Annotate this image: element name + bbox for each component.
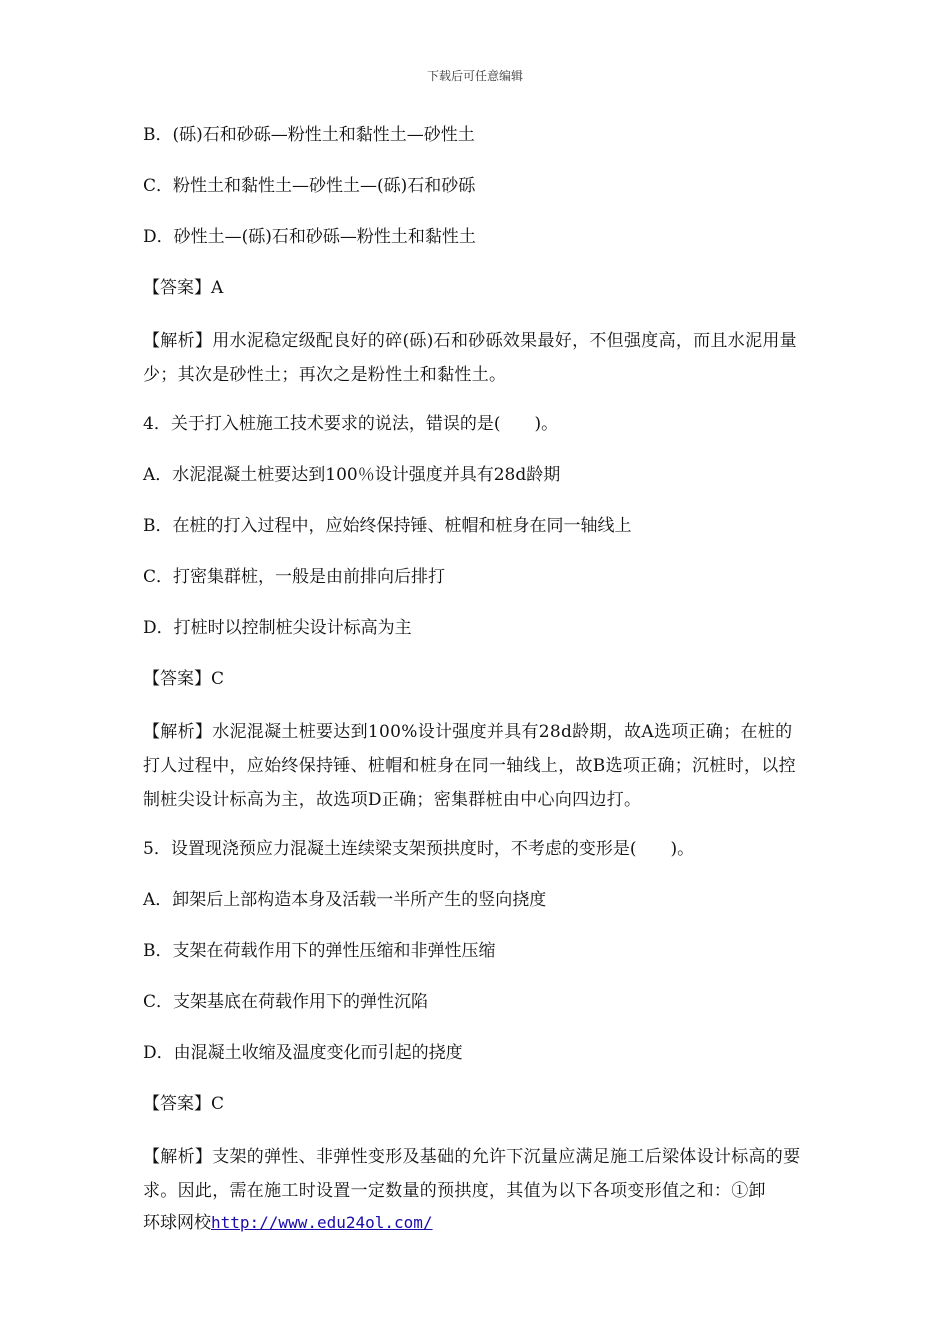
option-q4-b: B．在桩的打入过程中，应始终保持锤、桩帽和桩身在同一轴线上 (143, 516, 632, 536)
explanation-q5: 【解析】支架的弹性、非弹性变形及基础的允许下沉量应满足施工后梁体设计标高的要求。因此，需在施工时设置一定数量的预拱度，其值为以下各项变形值之和：①卸 (143, 1147, 801, 1201)
option-q3-d: D．砂性土—(砾)石和砂砾—粉性土和黏性土 (143, 227, 476, 247)
answer-q5: 【答案】C (143, 1094, 225, 1114)
option-q5-c: C．支架基底在荷载作用下的弹性沉陷 (143, 992, 429, 1012)
answer-q3: 【答案】A (143, 278, 224, 298)
option-q5-a: A．卸架后上部构造本身及活载一半所产生的竖向挠度 (143, 890, 547, 910)
explanation-q4: 【解析】水泥混凝土桩要达到100%设计强度并具有28d龄期，故A选项正确；在桩的打人过程中，应始终保持锤、桩帽和桩身在同一轴线上，故B选项正确；沉桩时，以控制桩尖设计标高为主，故选项D正确；密集群桩由中心向四边打。 (143, 722, 796, 810)
answer-q4: 【答案】C (143, 669, 225, 689)
explanation-q3: 【解析】用水泥稳定级配良好的碎(砾)石和砂砾效果最好，不但强度高，而且水泥用量少；其次是砂性土；再次之是粉性土和黏性土。 (143, 331, 797, 385)
page-header: 下载后可任意编辑 (426, 69, 523, 83)
option-q5-b: B．支架在荷载作用下的弹性压缩和非弹性压缩 (143, 941, 496, 961)
page-footer (143, 1208, 807, 1238)
option-q3-b: B．(砾)石和砂砾—粉性土和黏性土—砂性土 (143, 125, 475, 145)
question-4: 4．关于打入桩施工技术要求的说法，错误的是( )。 (143, 414, 559, 434)
option-q4-c: C．打密集群桩，一般是由前排向后排打 (143, 567, 446, 587)
document-body (143, 120, 807, 1238)
option-q3-c: C．粉性土和黏性土—砂性土—(砾)石和砂砾 (143, 176, 476, 196)
footer-label: 环球网校 (143, 1213, 211, 1233)
option-q4-a: A．水泥混凝土桩要达到100％设计强度并具有28d龄期 (143, 465, 561, 485)
option-q4-d: D．打桩时以控制桩尖设计标高为主 (143, 618, 412, 638)
question-5: 5．设置现浇预应力混凝土连续梁支架预拱度时，不考虑的变形是( )。 (143, 839, 695, 859)
footer-link[interactable]: http://www.edu24ol.com/ (211, 1213, 433, 1232)
option-q5-d: D．由混凝土收缩及温度变化而引起的挠度 (143, 1043, 463, 1063)
